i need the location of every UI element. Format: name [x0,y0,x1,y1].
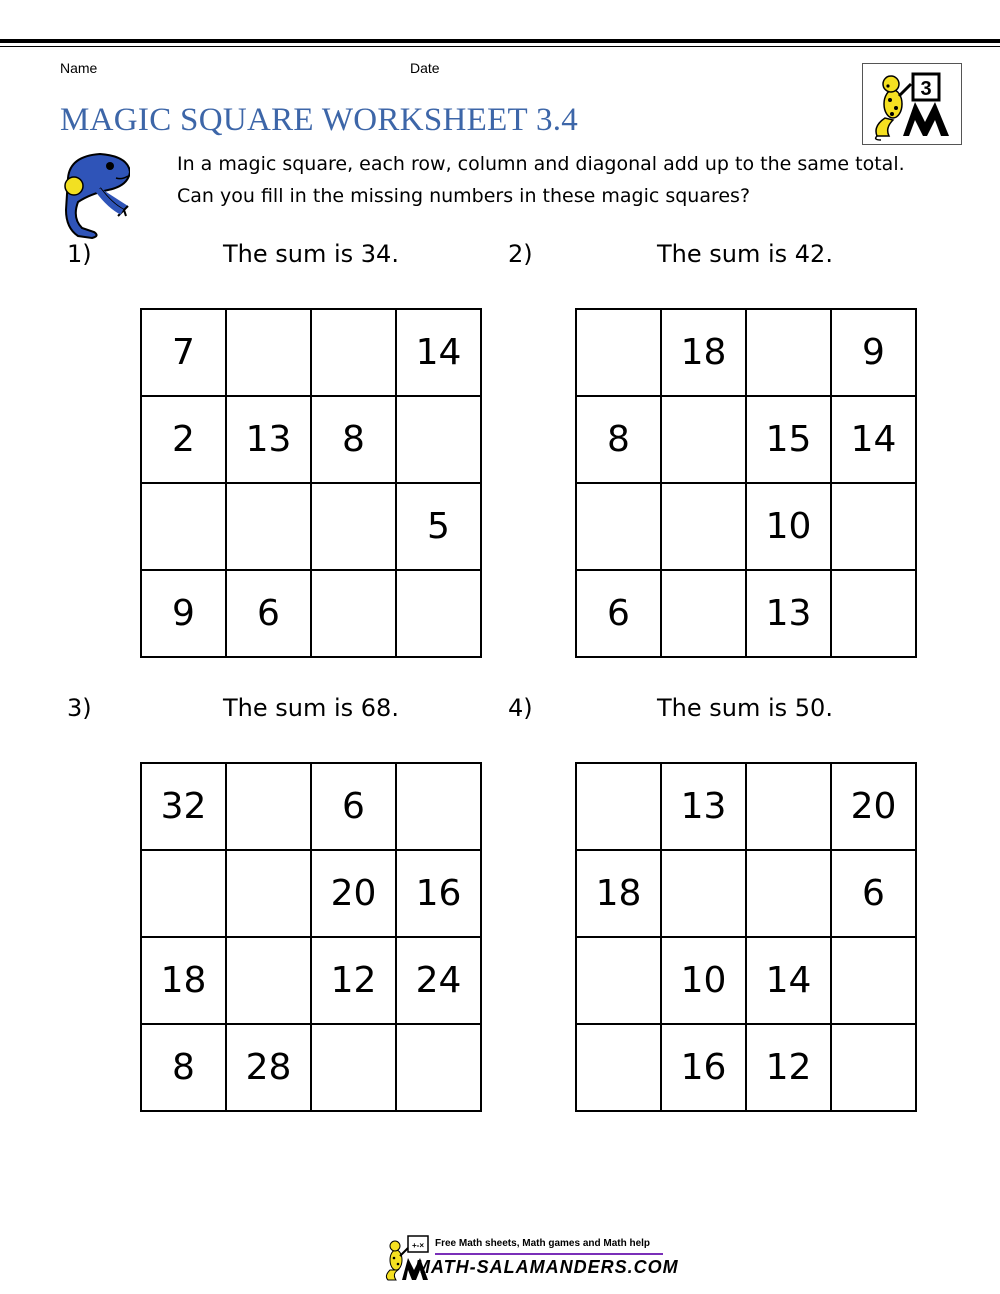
q2-cell[interactable] [661,483,746,570]
q3-cell[interactable] [311,1024,396,1111]
question-4-sum: The sum is 50. [657,694,833,722]
q4-cell[interactable]: 16 [661,1024,746,1111]
question-2-number: 2) [508,240,533,268]
q1-cell[interactable]: 2 [141,396,226,483]
q1-cell[interactable]: 6 [226,570,311,657]
q3-cell[interactable]: 12 [311,937,396,1024]
q2-cell[interactable]: 18 [661,309,746,396]
page-title: MAGIC SQUARE WORKSHEET 3.4 [60,102,579,138]
q1-cell[interactable]: 8 [311,396,396,483]
q4-cell[interactable] [576,937,661,1024]
q2-cell[interactable]: 6 [576,570,661,657]
question-3-sum: The sum is 68. [223,694,399,722]
q4-cell[interactable] [661,850,746,937]
q1-cell[interactable]: 7 [141,309,226,396]
blue-frog-icon [60,148,130,244]
q4-cell[interactable]: 20 [831,763,916,850]
q4-cell[interactable] [576,763,661,850]
q3-cell[interactable] [226,763,311,850]
q1-cell[interactable] [311,309,396,396]
footer-accent-line [435,1253,663,1255]
q4-cell[interactable]: 18 [576,850,661,937]
q3-cell[interactable]: 18 [141,937,226,1024]
q3-cell[interactable]: 8 [141,1024,226,1111]
q2-cell[interactable] [576,483,661,570]
q2-cell[interactable] [661,396,746,483]
q4-cell[interactable]: 14 [746,937,831,1024]
q2-cell[interactable] [746,309,831,396]
q2-cell[interactable]: 13 [746,570,831,657]
q1-cell[interactable]: 5 [396,483,481,570]
question-1-number: 1) [67,240,92,268]
instructions [177,148,905,212]
q3-cell[interactable] [396,1024,481,1111]
q1-cell[interactable] [226,483,311,570]
q4-cell[interactable] [576,1024,661,1111]
q4-cell[interactable]: 12 [746,1024,831,1111]
q3-cell[interactable] [226,937,311,1024]
q1-cell[interactable] [311,570,396,657]
q1-cell[interactable] [396,570,481,657]
q1-cell[interactable]: 9 [141,570,226,657]
q4-cell[interactable]: 13 [661,763,746,850]
q1-cell[interactable] [311,483,396,570]
q3-cell[interactable]: 16 [396,850,481,937]
question-3-number: 3) [67,694,92,722]
q3-cell[interactable]: 20 [311,850,396,937]
q2-cell[interactable]: 10 [746,483,831,570]
magic-square-1 [140,308,482,658]
q3-cell[interactable]: 28 [226,1024,311,1111]
q3-cell[interactable]: 6 [311,763,396,850]
q3-cell[interactable] [141,850,226,937]
top-rule-thick [0,39,1000,43]
q3-cell[interactable]: 32 [141,763,226,850]
magic-square-3 [140,762,482,1112]
q3-cell[interactable] [226,850,311,937]
q4-cell[interactable] [831,937,916,1024]
q2-cell[interactable] [661,570,746,657]
question-4-number: 4) [508,694,533,722]
footer-tagline: Free Math sheets, Math games and Math help [435,1238,651,1249]
q1-cell[interactable] [141,483,226,570]
q4-cell[interactable] [746,850,831,937]
q2-cell[interactable]: 9 [831,309,916,396]
q1-cell[interactable]: 14 [396,309,481,396]
q3-cell[interactable]: 24 [396,937,481,1024]
q4-cell[interactable]: 10 [661,937,746,1024]
q3-cell[interactable] [396,763,481,850]
date-label: Date [410,60,440,76]
q1-cell[interactable] [396,396,481,483]
footer [380,1232,680,1284]
q4-cell[interactable]: 6 [831,850,916,937]
q2-cell[interactable]: 14 [831,396,916,483]
svg-text:+-×: +-× [411,1241,425,1250]
magic-square-4 [575,762,917,1112]
q2-cell[interactable] [831,483,916,570]
q2-cell[interactable] [831,570,916,657]
salamander-logo-icon [862,63,962,145]
q1-cell[interactable]: 13 [226,396,311,483]
logo-grade: 3 [920,78,932,100]
top-rule-thin [0,46,1000,47]
question-1-sum: The sum is 34. [223,240,399,268]
q4-cell[interactable] [831,1024,916,1111]
q2-cell[interactable]: 15 [746,396,831,483]
name-label: Name [60,60,98,76]
q2-cell[interactable]: 8 [576,396,661,483]
q4-cell[interactable] [746,763,831,850]
q1-cell[interactable] [226,309,311,396]
q2-cell[interactable] [576,309,661,396]
question-2-sum: The sum is 42. [657,240,833,268]
instruction-line-1: In a magic square, each row, column and diagonal add up to the same total. [177,153,905,175]
magic-square-2 [575,308,917,658]
footer-url-link[interactable]: MATH-SALAMANDERS.COM [415,1257,679,1277]
instruction-line-2: Can you fill in the missing numbers in these magic squares? [177,185,751,207]
